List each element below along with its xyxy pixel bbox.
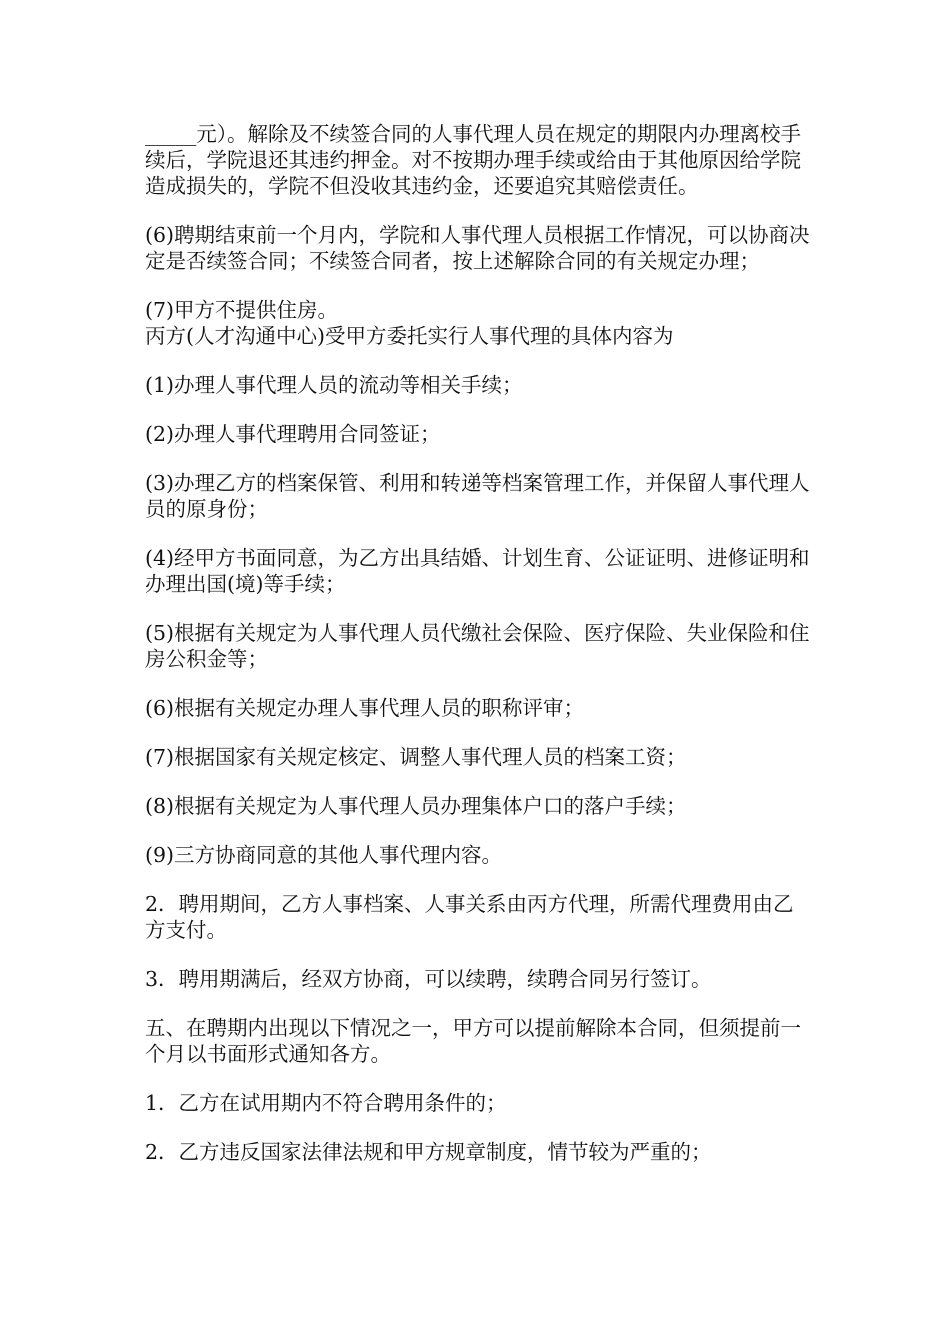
paragraph-contract-renewal: (6)聘期结束前一个月内，学院和人事代理人员根据工作情况，可以协商决定是否续签合同；不续签合同者，按上述解除合同的有关规定办理； xyxy=(145,223,810,273)
paragraph-item-1: (1)办理人事代理人员的流动等相关手续； xyxy=(145,373,523,397)
paragraph-item-8: (8)根据有关规定为人事代理人员办理集体户口的落户手续； xyxy=(145,794,687,818)
paragraph-termination-1: 1．乙方在试用期内不符合聘用条件的； xyxy=(145,1091,507,1115)
paragraph-deposit-refund: _____元）。解除及不续签合同的人事代理人员在规定的期限内办理离校手续后，学院退还其违约押金。对不按期办理手续或给由于其他原因给学院造成损失的，学院不但没收其违约金，还要追究其赔偿责任。 xyxy=(145,122,801,198)
paragraph-item-4: (4)经甲方书面同意，为乙方出具结婚、计划生育、公证证明、进修证明和办理出国(境)等手续； xyxy=(145,546,810,596)
paragraph-termination-2: 2．乙方违反国家法律法规和甲方规章制度，情节较为严重的； xyxy=(145,1140,712,1164)
paragraph-clause-3: 3．聘用期满后，经双方协商，可以续聘，续聘合同另行签订。 xyxy=(145,967,712,991)
paragraph-item-5: (5)根据有关规定为人事代理人员代缴社会保险、医疗保险、失业保险和住房公积金等； xyxy=(145,621,810,671)
paragraph-no-housing: (7)甲方不提供住房。 xyxy=(145,298,339,322)
paragraph-item-3: (3)办理乙方的档案保管、利用和转递等档案管理工作，并保留人事代理人员的原身份； xyxy=(145,471,810,521)
document-body xyxy=(145,121,810,1188)
paragraph-agency-scope-intro: 丙方(人才沟通中心)受甲方委托实行人事代理的具体内容为 xyxy=(145,324,674,348)
paragraph-section-five: 五、在聘期内出现以下情况之一，甲方可以提前解除本合同，但须提前一个月以书面形式通知各方。 xyxy=(145,1016,801,1066)
paragraph-clause-2: 2．聘用期间，乙方人事档案、人事关系由丙方代理，所需代理费用由乙方支付。 xyxy=(145,892,794,942)
paragraph-item-9: (9)三方协商同意的其他人事代理内容。 xyxy=(145,843,503,867)
paragraph-item-6: (6)根据有关规定办理人事代理人员的职称评审； xyxy=(145,696,585,720)
paragraph-item-7: (7)根据国家有关规定核定、调整人事代理人员的档案工资； xyxy=(145,745,687,769)
paragraph-item-2: (2)办理人事代理聘用合同签证； xyxy=(145,422,441,446)
